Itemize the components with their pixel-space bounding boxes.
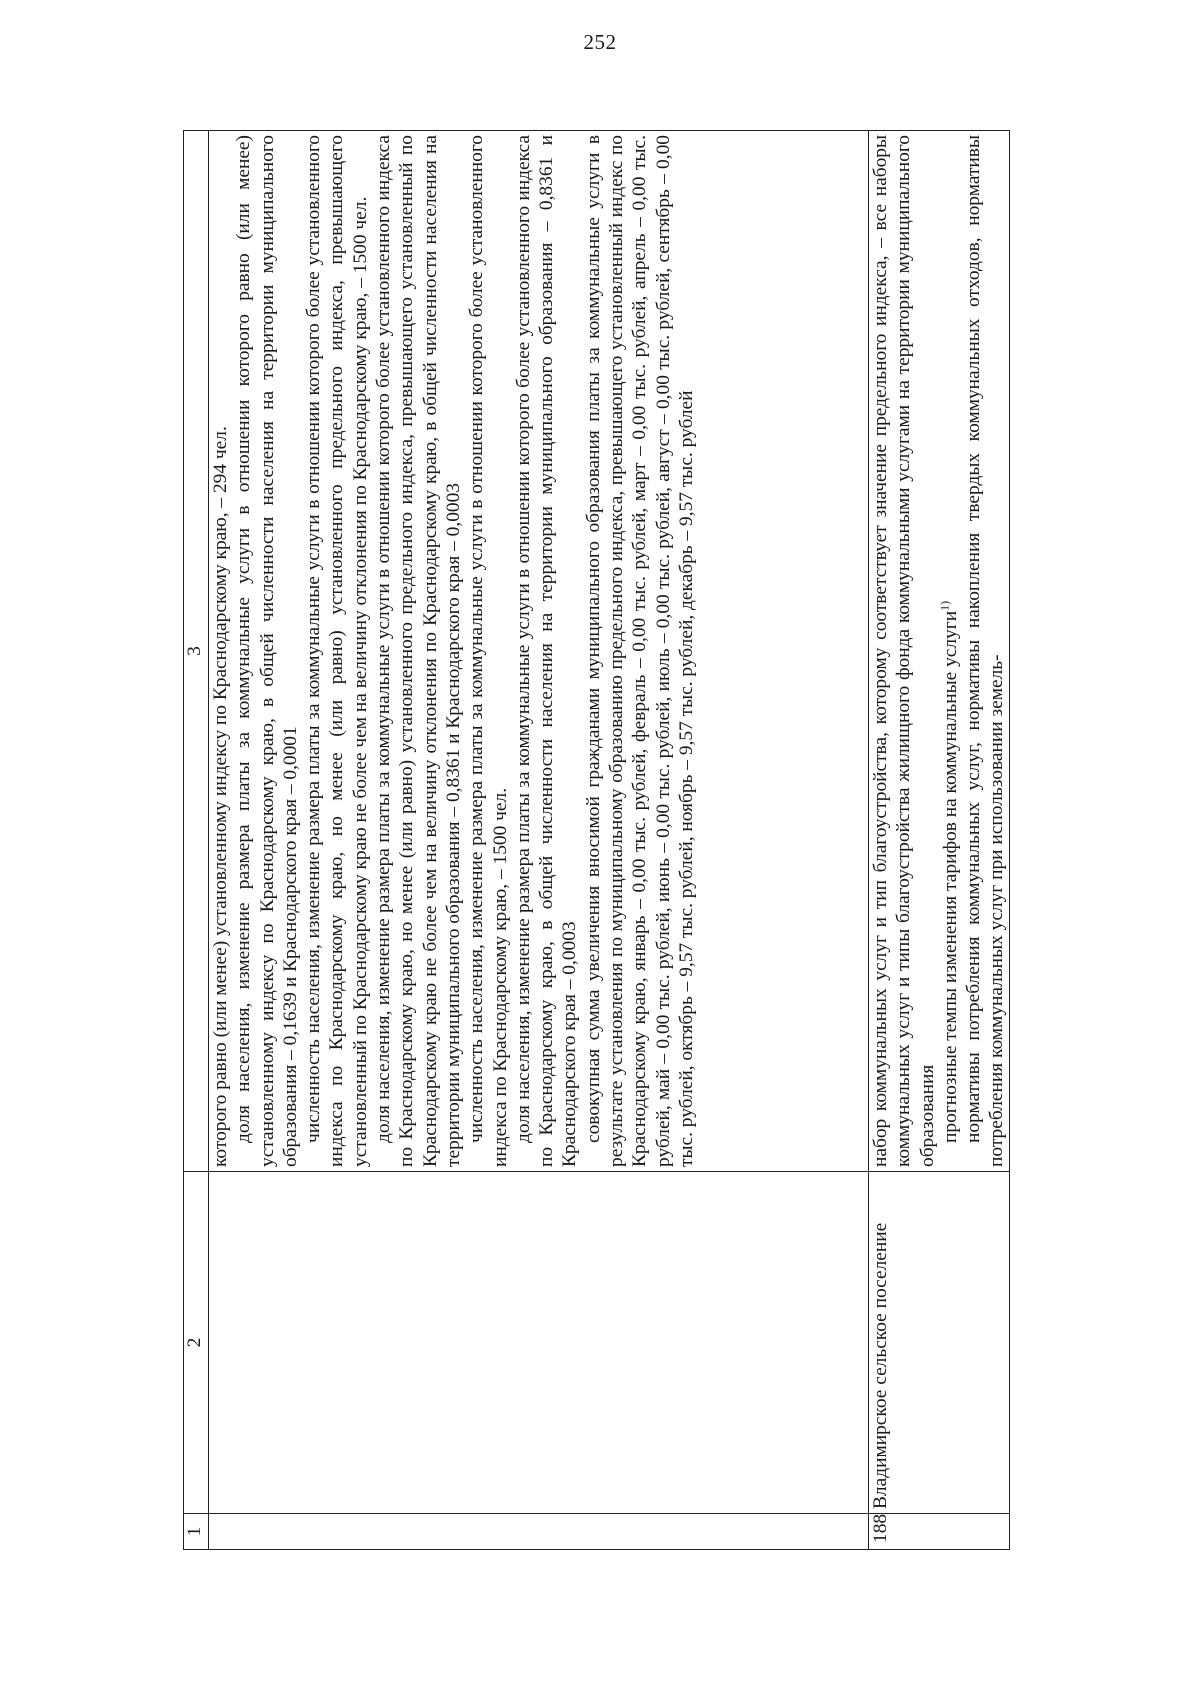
description-paragraph: нормативы потребления коммунальных услуг, нормативы накопления твердых коммунальных отходов, нормативы потребления коммунальных услуг при использовании земель- — [963, 135, 1008, 1167]
description-paragraph: численность населения, изменение размера платы за коммунальные услуги в отношении которого более установленного индекса по Краснодарскому краю, – 1500 чел. — [466, 135, 511, 1167]
cell-description — [209, 131, 869, 1172]
description-paragraph: набор коммунальных услуг и тип благоустройства, которому соответствует значение предельного индекса, – все наборы коммунальных услуг и типы благоустройства жилищного фонда коммунальными услугами на территории муниципального образования — [870, 135, 938, 1167]
page-number: 252 — [583, 30, 617, 54]
cell-municipality — [209, 1172, 869, 1514]
header-col-2: 2 — [184, 1172, 209, 1514]
tariff-index-table — [183, 130, 1010, 1550]
table-header-row — [184, 131, 209, 1550]
cell-number: 188 — [869, 1514, 1010, 1550]
description-paragraph: доля населения, изменение размера платы за коммунальные услуги в отношении которого более установленного индекса по Краснодарскому краю, в общей численности населения на территории муниципального образования – 0,8361 и Краснодарского края – 0,0003 — [512, 135, 581, 1167]
header-col-3: 3 — [184, 131, 209, 1172]
header-col-1: 1 — [184, 1514, 209, 1550]
description-paragraph: доля населения, изменение размера платы за коммунальные услуги в отношении которого более установленного индекса по Краснодарскому краю, но менее (или равно) установленного предельного индекса, превышающего установленный по Краснодарскому краю не более чем на величину отклонения по Краснодарскому краю, в общей численности населения на территории муниципального образования – 0,8361 и Краснодарского края – 0,0003 — [373, 135, 464, 1167]
cell-municipality: Владимирское сельское поселение — [869, 1172, 1010, 1514]
description-paragraph: численность населения, изменение размера платы за коммунальные услуги в отношении которого более установленного индекса по Краснодарскому краю, но менее (или равно) установленного предельного индекса, превышающего установленный по Краснодарскому краю не более чем на величину отклонения по Краснодарскому краю, – 1500 чел. — [303, 135, 371, 1167]
cell-number — [209, 1514, 869, 1550]
footnote-marker: 1) — [937, 600, 952, 611]
table-row-188 — [869, 131, 1010, 1550]
description-text: прогнозные темпы изменения тарифов на коммунальные услуги — [939, 610, 961, 1143]
description-paragraph: которого равно (или менее) установленному индексу по Краснодарскому краю, – 294 чел. — [210, 426, 231, 1167]
description-paragraph: доля населения, изменение размера платы за коммунальные услуги в отношении которого равно (или менее) установленному индексу по Краснодарскому краю, в общей численности населения на территории муниципального образования – 0,1639 и Краснодарского края – 0,0001 — [233, 135, 301, 1167]
table-row-continuation — [209, 131, 869, 1550]
description-paragraph: совокупная сумма увеличения вносимой гражданами муниципального образования платы за коммунальные услуги в результате установления по муниципальному образованию предельного индекса, превышающего установленный индекс по Краснодарскому краю, январь – 0,00 тыс. рублей, февраль – 0,00 тыс. рублей, март – 0,00 тыс. рублей, апрель – 0,00 тыс. рублей, май – 0,00 тыс. рублей, июнь – 0,00 тыс. рублей, июль – 0,00 тыс. рублей, август – 0,00 тыс. рублей, сентябрь – 0,00 тыс. рублей, октябрь – 9,57 тыс. рублей, ноябрь – 9,57 тыс. рублей, декабрь – 9,57 тыс. рублей — [582, 135, 697, 1167]
rotated-table-container — [183, 130, 1008, 1550]
cell-description — [869, 131, 1010, 1172]
description-paragraph — [939, 135, 962, 1167]
